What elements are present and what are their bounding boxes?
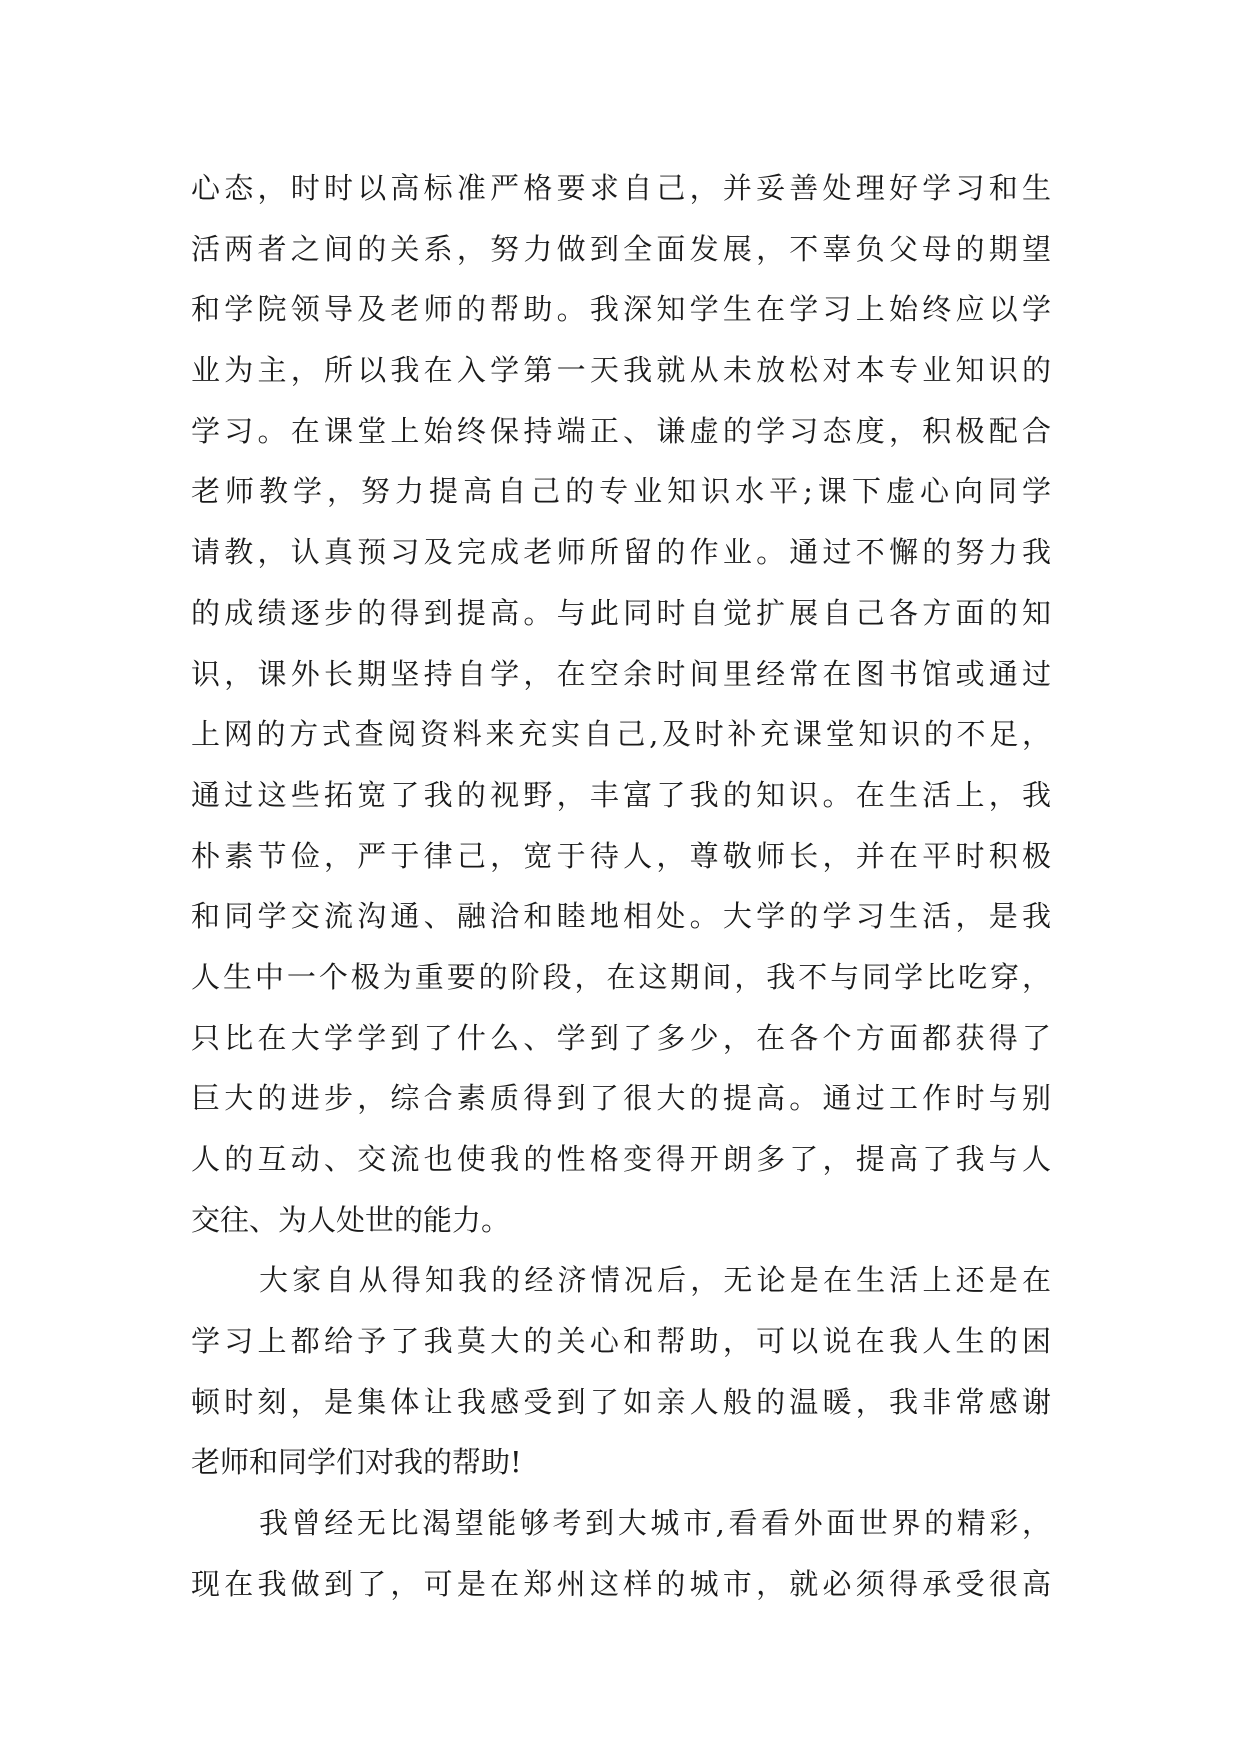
paragraph-line: 和同学交流沟通、融洽和睦地相处。大学的学习生活，是我 [191, 899, 1051, 934]
paragraph-line: 和学院领导及老师的帮助。我深知学生在学习上始终应以学 [191, 292, 1051, 327]
paragraph-line: 朴素节俭，严于律己，宽于待人，尊敬师长，并在平时积极 [191, 838, 1051, 873]
paragraph-1 [191, 158, 1051, 1250]
paragraph-line: 心态，时时以高标准严格要求自己，并妥善处理好学习和生 [191, 171, 1051, 205]
paragraph-line: 老师和同学们对我的帮助! [191, 1445, 522, 1480]
document-body [191, 158, 1051, 1615]
paragraph-line: 学习。在课堂上始终保持端正、谦虚的学习态度，积极配合 [191, 413, 1051, 448]
paragraph-line: 只比在大学学到了什么、学到了多少，在各个方面都获得了 [191, 1020, 1051, 1055]
paragraph-3 [191, 1493, 1051, 1614]
paragraph-line: 交往、为人处世的能力。 [191, 1202, 511, 1237]
paragraph-line: 请教，认真预习及完成老师所留的作业。通过不懈的努力我 [191, 535, 1051, 570]
paragraph-line: 我曾经无比渴望能够考到大城市,看看外面世界的精彩， [259, 1506, 1051, 1541]
paragraph-line: 现在我做到了，可是在郑州这样的城市，就必须得承受很高 [191, 1566, 1051, 1601]
paragraph-2 [191, 1250, 1051, 1493]
paragraph-line: 人生中一个极为重要的阶段，在这期间，我不与同学比吃穿， [191, 959, 1051, 994]
paragraph-line: 通过这些拓宽了我的视野，丰富了我的知识。在生活上，我 [191, 777, 1051, 812]
paragraph-line: 人的互动、交流也使我的性格变得开朗多了，提高了我与人 [191, 1142, 1051, 1176]
paragraph-line: 老师教学，努力提高自己的专业知识水平;课下虚心向同学 [191, 474, 1051, 509]
paragraph-line: 大家自从得知我的经济情况后，无论是在生活上还是在 [259, 1263, 1051, 1298]
paragraph-line: 的成绩逐步的得到提高。与此同时自觉扩展自己各方面的知 [191, 595, 1051, 630]
paragraph-line: 识，课外长期坚持自学，在空余时间里经常在图书馆或通过 [191, 656, 1051, 691]
paragraph-line: 业为主，所以我在入学第一天我就从未放松对本专业知识的 [191, 353, 1051, 388]
paragraph-line: 巨大的进步，综合素质得到了很大的提高。通过工作时与别 [191, 1081, 1051, 1116]
paragraph-line: 顿时刻，是集体让我感受到了如亲人般的温暖，我非常感谢 [191, 1384, 1051, 1419]
paragraph-line: 学习上都给予了我莫大的关心和帮助，可以说在我人生的困 [191, 1324, 1051, 1359]
paragraph-line: 上网的方式查阅资料来充实自己,及时补充课堂知识的不足， [191, 717, 1051, 752]
paragraph-line: 活两者之间的关系，努力做到全面发展，不辜负父母的期望 [191, 231, 1051, 266]
